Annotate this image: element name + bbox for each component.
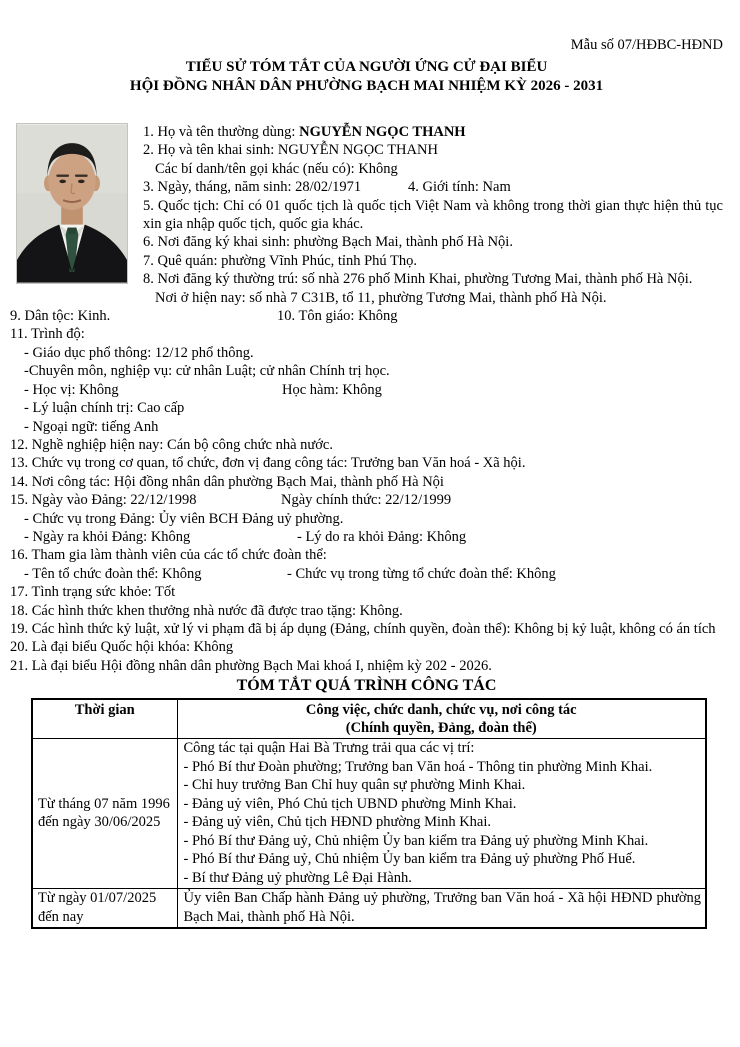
row1-duty-line: - Phó Bí thư Đảng uỷ, Chủ nhiệm Ủy ban kiểm tra Đảng uỷ phường Phố Huế.	[183, 851, 636, 868]
portrait-illustration	[17, 124, 127, 283]
work-history-header-time	[32, 699, 177, 739]
field-education-header: 11. Trình độ:	[10, 326, 85, 343]
row1-duties	[177, 739, 706, 889]
row-party-dates	[10, 491, 723, 509]
work-history-table	[31, 698, 707, 929]
work-history-row-2	[32, 889, 706, 929]
row2-time	[32, 889, 177, 929]
field-aliases: Các bí danh/tên gọi khác (nếu có): Không	[155, 160, 398, 177]
field-dob: 3. Ngày, tháng, năm sinh: 28/02/1971	[143, 179, 362, 196]
field-party-position: - Chức vụ trong Đảng: Ủy viên BCH Đảng uỷ phường.	[24, 510, 344, 527]
document-title-line2: HỘI ĐỒNG NHÂN DÂN PHƯỜNG BẠCH MAI NHIỆM KỲ 2026 - 2031	[129, 77, 604, 94]
row-ethnicity-religion	[10, 307, 723, 325]
field-professional-qualification: -Chuyên môn, nghiệp vụ: cử nhân Luật; cử nhân Chính trị học.	[24, 363, 390, 380]
field-position: 13. Chức vụ trong cơ quan, tổ chức, đơn vị đang công tác: Trưởng ban Văn hoá - Xã hội.	[10, 455, 526, 472]
work-history-title: TÓM TẮT QUÁ TRÌNH CÔNG TÁC	[236, 677, 497, 695]
field-awards: 18. Các hình thức khen thưởng nhà nước đã được trao tặng: Không.	[10, 602, 403, 619]
field-nationality: 5. Quốc tịch: Chỉ có 01 quốc tịch là quốc tịch Việt Nam và không trong thời gian thực hiện thủ tục xin gia nhập quốc tịch, quốc gia khác.	[143, 197, 723, 233]
field-religion: 10. Tôn giáo: Không	[277, 308, 398, 325]
field-party-exit-date: - Ngày ra khỏi Đảng: Không	[24, 528, 191, 545]
candidate-photo	[16, 123, 128, 284]
header-position-line2: (Chính quyền, Đảng, đoàn thể)	[345, 720, 537, 737]
field-foreign-language: - Ngoại ngữ: tiếng Anh	[24, 418, 159, 435]
field-national-assembly: 20. Là đại biểu Quốc hội khóa: Không	[10, 639, 234, 656]
header-position-line1: Công việc, chức danh, chức vụ, nơi công tác	[305, 702, 577, 719]
row-dob-gender	[143, 178, 723, 196]
document-title	[10, 58, 723, 95]
row2-time-line1: Từ ngày 01/07/2025	[38, 890, 157, 907]
field-party-join-date: 15. Ngày vào Đảng: 22/12/1998	[10, 492, 197, 509]
work-history-header-row	[32, 699, 706, 739]
field-gender: 4. Giới tính: Nam	[408, 179, 511, 196]
row-organization	[10, 565, 723, 583]
row2-duties	[177, 889, 706, 929]
row1-duty-line: - Đảng uỷ viên, Phó Chủ tịch UBND phường Minh Khai.	[183, 795, 517, 812]
header-time-label: Thời gian	[74, 702, 135, 719]
work-history-header-position	[177, 699, 706, 739]
field-disciplines: 19. Các hình thức kỷ luật, xử lý vi phạm đã bị áp dụng (Đảng, chính quyền, đoàn thể): Không bị kỷ luật, không có án tích	[10, 620, 716, 637]
row-degree-title	[10, 381, 723, 399]
row2-duty-line: Ủy viên Ban Chấp hành Đảng uỷ phường, Trưởng ban Văn hoá - Xã hội HĐND phường Bạch Mai, thành phố Hà Nội.	[183, 890, 701, 925]
field-common-name	[143, 123, 723, 141]
row1-duty-line: - Phó Bí thư Đảng uỷ, Chủ nhiệm Ủy ban kiểm tra Đảng uỷ phường Minh Khai.	[183, 832, 649, 849]
field-organizations-header: 16. Tham gia làm thành viên của các tổ chức đoàn thể:	[10, 547, 327, 564]
row2-time-line2: đến nay	[38, 908, 84, 925]
field-party-exit-reason: - Lý do ra khỏi Đảng: Không	[297, 528, 467, 545]
field-current-residence: Nơi ở hiện nay: số nhà 7 C31B, tổ 11, phường Tương Mai, thành phố Hà Nội.	[155, 289, 607, 306]
row1-duty-line: Công tác tại quận Hai Bà Trưng trải qua các vị trí:	[183, 740, 475, 757]
field-occupation: 12. Nghề nghiệp hiện nay: Cán bộ công chức nhà nước.	[10, 436, 333, 453]
photo-column	[10, 123, 143, 307]
row1-duty-line: - Đảng uỷ viên, Chủ tịch HĐND phường Minh Khai.	[183, 814, 492, 831]
row1-time	[32, 739, 177, 889]
row1-duty-line: - Phó Bí thư Đoàn phường; Trưởng ban Văn hoá - Thông tin phường Minh Khai.	[183, 758, 653, 775]
items-1-8	[143, 123, 723, 307]
work-history-row-1	[32, 739, 706, 889]
field-common-name-value: NGUYỄN NGỌC THANH	[299, 124, 466, 140]
row-party-exit	[10, 528, 723, 546]
row1-duty-line: - Chỉ huy trưởng Ban Chỉ huy quân sự phường Minh Khai.	[183, 777, 526, 794]
field-common-name-label: 1. Họ và tên thường dùng:	[143, 124, 300, 140]
field-organization-position: - Chức vụ trong từng tổ chức đoàn thể: Không	[287, 565, 556, 582]
field-birth-name: 2. Họ và tên khai sinh: NGUYỄN NGỌC THANH	[143, 142, 438, 159]
field-academic-title: Học hàm: Không	[282, 381, 382, 398]
row1-time-line2: đến ngày 30/06/2025	[38, 814, 161, 831]
field-party-official-date: Ngày chính thức: 22/12/1999	[281, 492, 452, 509]
field-health-status: 17. Tình trạng sức khỏe: Tốt	[10, 584, 176, 601]
items-9-21	[10, 307, 723, 675]
document-title-line1: TIỂU SỬ TÓM TẮT CỦA NGƯỜI ỨNG CỬ ĐẠI BIỂU	[185, 59, 548, 75]
field-workplace: 14. Nơi công tác: Hội đồng nhân dân phường Bạch Mai, thành phố Hà Nội	[10, 473, 444, 490]
row1-time-line1: Từ tháng 07 năm 1996	[38, 795, 170, 812]
row1-duty-line: - Bí thư Đảng uỷ phường Lê Đại Hành.	[183, 869, 412, 886]
field-political-theory: - Lý luận chính trị: Cao cấp	[24, 400, 185, 417]
field-birth-registration: 6. Nơi đăng ký khai sinh: phường Bạch Mai, thành phố Hà Nội.	[143, 234, 513, 251]
field-academic-degree: - Học vị: Không	[24, 381, 119, 398]
field-hometown: 7. Quê quán: phường Vĩnh Phúc, tỉnh Phú Thọ.	[143, 252, 417, 269]
field-permanent-residence: 8. Nơi đăng ký thường trú: số nhà 276 phố Minh Khai, phường Tương Mai, thành phố Hà Nội.	[143, 271, 693, 288]
field-organization-name: - Tên tổ chức đoàn thể: Không	[24, 565, 202, 582]
field-general-education: - Giáo dục phổ thông: 12/12 phổ thông.	[24, 344, 254, 361]
personal-info-section	[10, 123, 723, 307]
field-peoples-council: 21. Là đại biểu Hội đồng nhân dân phường Bạch Mai khoá I, nhiệm kỳ 202 - 2026.	[10, 657, 492, 674]
field-ethnicity: 9. Dân tộc: Kinh.	[10, 308, 111, 325]
form-number: Mẫu số 07/HĐBC-HĐND	[570, 37, 723, 53]
